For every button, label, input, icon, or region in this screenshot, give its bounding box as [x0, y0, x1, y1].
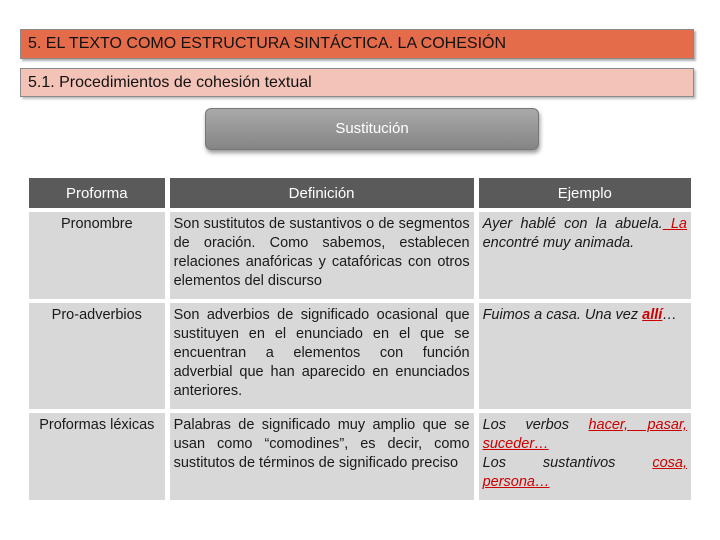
example-highlight: cosa, persona… — [482, 455, 687, 490]
example-highlight: La — [662, 216, 687, 232]
subsection-title: 5.1. Procedimientos de cohesión textual — [20, 68, 694, 97]
table-row — [29, 212, 691, 299]
concept-box: Sustitución — [205, 108, 539, 150]
example-text: … — [662, 307, 677, 323]
row-term: Pro-adverbios — [29, 303, 165, 409]
row-term: Pronombre — [29, 212, 165, 299]
row-definition: Palabras de significado muy amplio que se usan como “comodines”, es decir, como sustitutos de términos de significado preciso — [170, 413, 474, 500]
header-proforma: Proforma — [29, 178, 165, 208]
row-example — [479, 303, 691, 409]
row-term: Proformas léxicas — [29, 413, 165, 500]
example-text: Los verbos — [482, 417, 589, 433]
table-header-row — [29, 178, 691, 208]
example-text: Ayer hablé con la abuela. — [482, 216, 663, 232]
row-example — [479, 413, 691, 500]
table-row — [29, 413, 691, 500]
header-ejemplo: Ejemplo — [479, 178, 691, 208]
header-definicion: Definición — [170, 178, 474, 208]
example-text: Los sustantivos — [482, 455, 653, 471]
example-text: encontré muy animada. — [482, 235, 635, 251]
row-definition: Son sustitutos de sustantivos o de segmentos de oración. Como sabemos, establecen relaciones anafóricas y catafóricas con otros elementos del discurso — [170, 212, 474, 299]
row-example — [479, 212, 691, 299]
example-highlight: allí — [642, 307, 663, 323]
cohesion-table — [24, 178, 696, 500]
row-definition: Son adverbios de significado ocasional que sustituyen en el enunciado en el que se encuentran a elementos con función adverbial que han aparecido en enunciados anteriores. — [170, 303, 474, 409]
example-text: Fuimos a casa. Una vez — [482, 307, 643, 323]
example-highlight: hacer, pasar, suceder… — [482, 417, 687, 452]
section-title: 5. EL TEXTO COMO ESTRUCTURA SINTÁCTICA. LA COHESIÓN — [20, 29, 694, 59]
table-row — [29, 303, 691, 409]
